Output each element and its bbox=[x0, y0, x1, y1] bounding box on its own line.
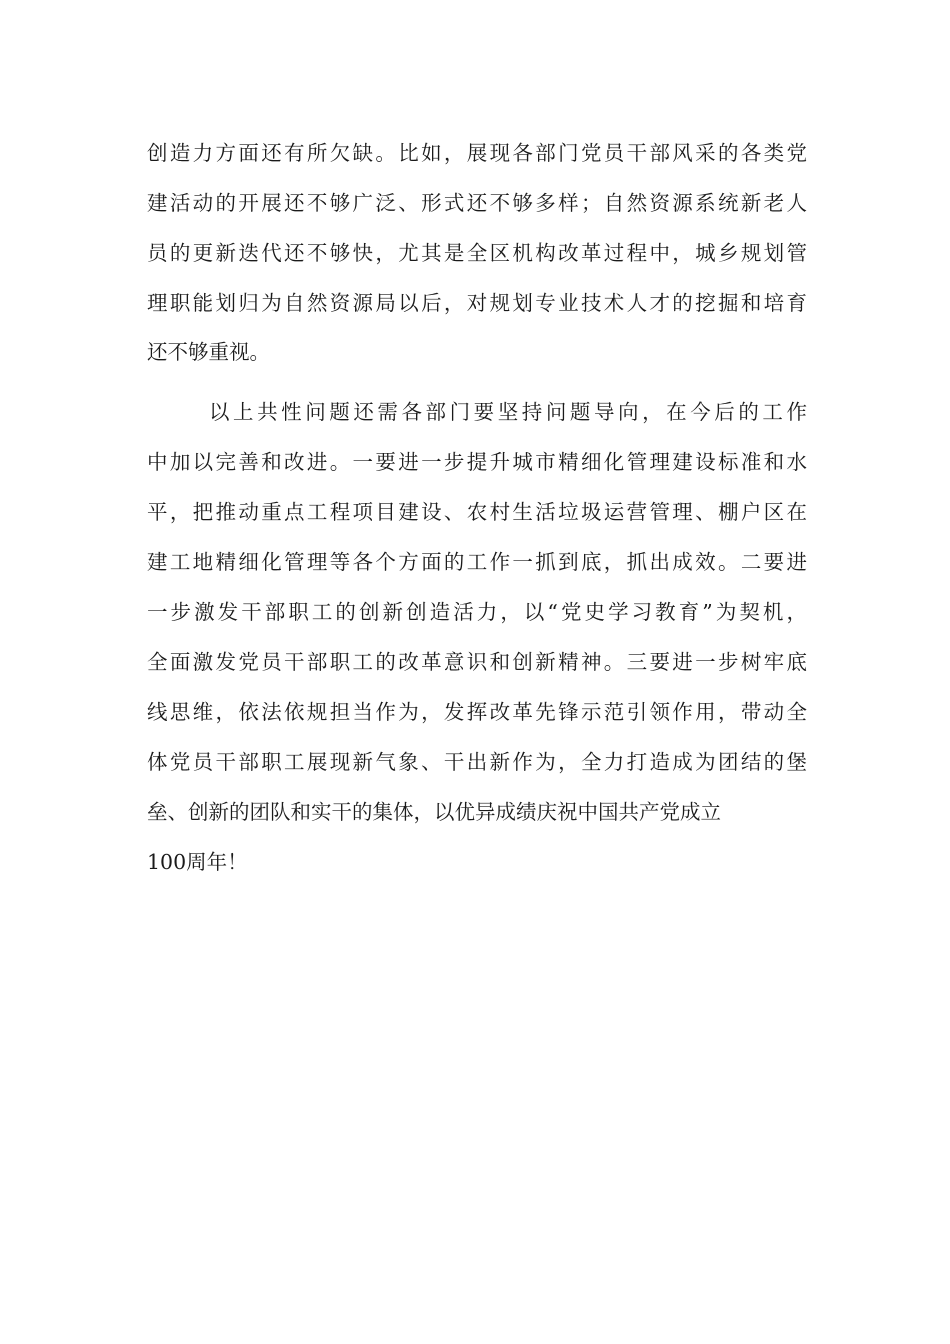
paragraph-2-line-7: 线思维，依法依规担当作为，发挥改革先锋示范引领作用，带动全 bbox=[147, 700, 807, 724]
paragraph-2-line-5: 一步激发干部职工的创新创造活力，以“党史学习教育”为契机， bbox=[147, 600, 807, 624]
paragraph-2-line-6: 全面激发党员干部职工的改革意识和创新精神。三要进一步树牢底 bbox=[147, 650, 807, 674]
paragraph-2-line-9: 垒、创新的团队和实干的集体，以优异成绩庆祝中国共产党成立 bbox=[147, 800, 721, 824]
paragraph-2-line-1: 以上共性问题还需各部门要坚持问题导向，在今后的工作 bbox=[209, 400, 807, 424]
paragraph-2-line-8: 体党员干部职工展现新气象、干出新作为，全力打造成为团结的堡 bbox=[147, 750, 807, 774]
paragraph-1-line-3: 员的更新迭代还不够快，尤其是全区机构改革过程中，城乡规划管 bbox=[147, 241, 807, 265]
paragraph-2-line-3: 平，把推动重点工程项目建设、农村生活垃圾运营管理、棚户区在 bbox=[147, 500, 807, 524]
paragraph-1-line-2: 建活动的开展还不够广泛、形式还不够多样；自然资源系统新老人 bbox=[147, 191, 807, 215]
paragraph-1-line-5: 还不够重视。 bbox=[147, 340, 270, 364]
paragraph-1-line-4: 理职能划归为自然资源局以后，对规划专业技术人才的挖掘和培育 bbox=[147, 291, 807, 315]
paragraph-2-line-4: 建工地精细化管理等各个方面的工作一抓到底，抓出成效。二要进 bbox=[147, 550, 807, 574]
paragraph-2-line-2: 中加以完善和改进。一要进一步提升城市精细化管理建设标准和水 bbox=[147, 450, 807, 474]
paragraph-2-line-10: 100周年！ bbox=[147, 850, 248, 874]
paragraph-1-line-1: 创造力方面还有所欠缺。比如，展现各部门党员干部风采的各类党 bbox=[147, 141, 807, 165]
